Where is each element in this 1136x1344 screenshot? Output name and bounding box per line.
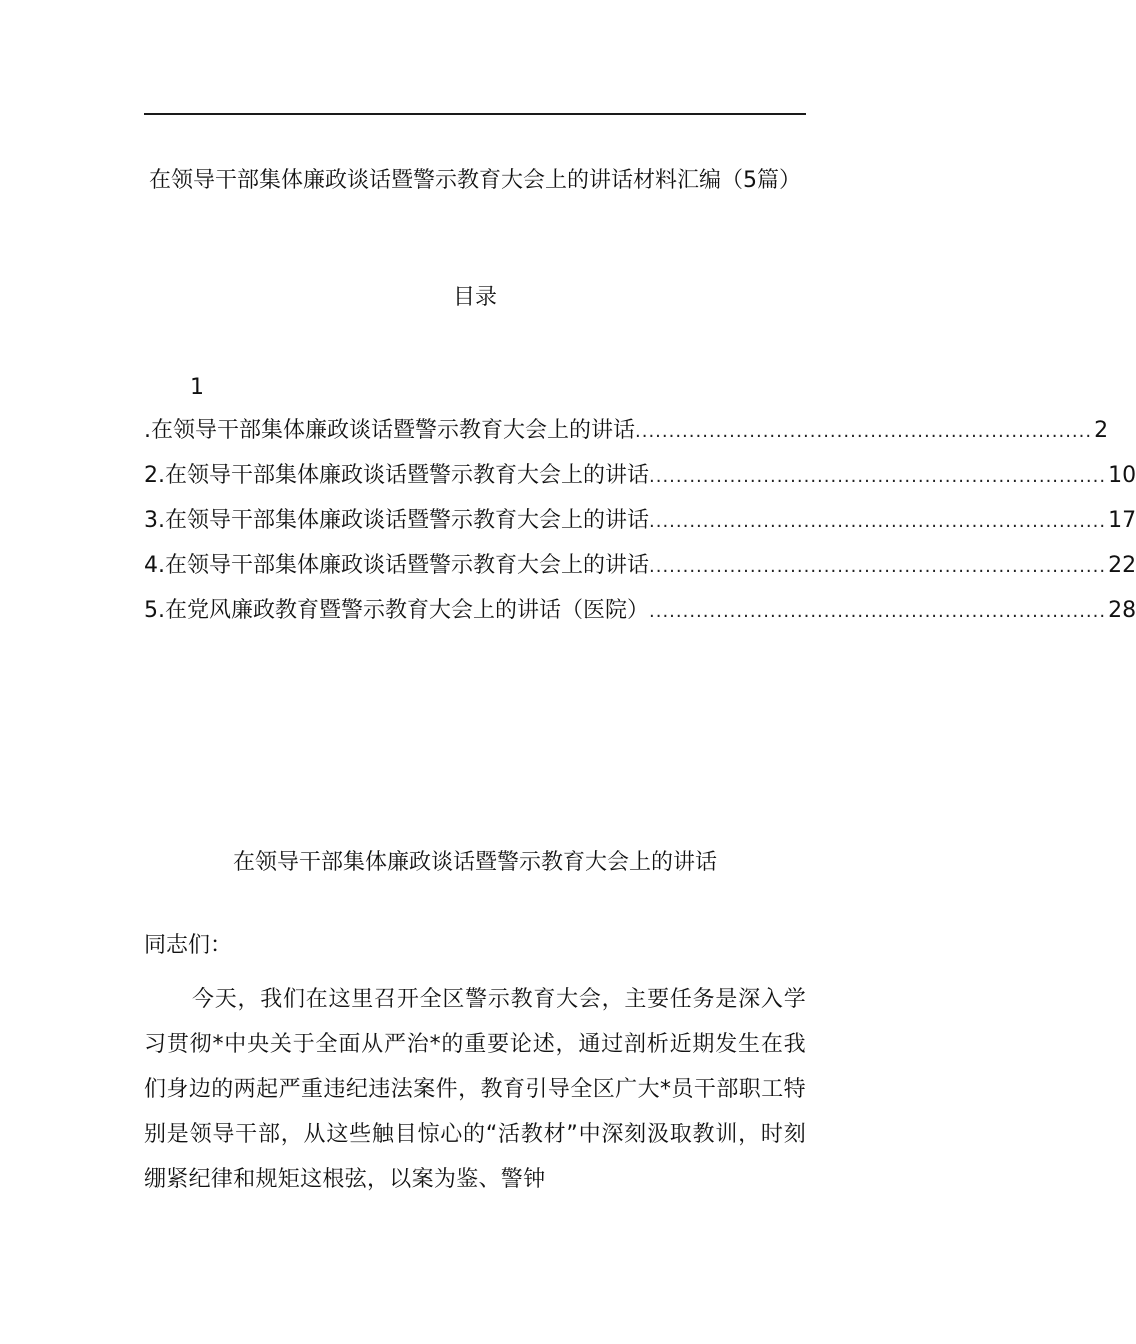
toc-entry-5[interactable]	[144, 596, 1136, 641]
toc-entry-page: 28	[1108, 598, 1136, 623]
toc-entry-page: 2	[1094, 418, 1109, 443]
toc-first-number: 1	[190, 375, 204, 400]
toc-leader-dots: ....................................................................	[649, 511, 1107, 532]
toc-entry-page: 22	[1108, 553, 1136, 578]
toc-entry-text: 4.在领导干部集体廉政谈话暨警示教育大会上的讲话	[144, 553, 649, 578]
toc-entry-1[interactable]	[144, 416, 1109, 461]
header-rule	[144, 113, 806, 115]
toc-leader-dots: ....................................................................	[649, 601, 1107, 622]
document-title: 在领导干部集体廉政谈话暨警示教育大会上的讲话材料汇编（5篇）	[149, 168, 801, 193]
toc-leader-dots: ....................................................................	[635, 421, 1093, 442]
toc-entry-text: 5.在党风廉政教育暨警示教育大会上的讲话（医院）	[144, 598, 649, 623]
salutation: 同志们：	[144, 933, 233, 958]
table-of-contents	[144, 416, 1136, 641]
toc-entry-4[interactable]	[144, 551, 1136, 596]
toc-entry-page: 10	[1108, 463, 1136, 488]
body-paragraph: 今天，我们在这里召开全区警示教育大会，主要任务是深入学习贯彻*中央关于全面从严治*的重要论述，通过剖析近期发生在我们身边的两起严重违纪违法案件，教育引导全区广大*员干部职工特别是领导干部，从这些触目惊心的“活教材”中深刻汲取教训，时刻绷紧纪律和规矩这根弦，以案为鉴、警钟	[144, 987, 806, 1192]
toc-entry-text: .在领导干部集体廉政谈话暨警示教育大会上的讲话	[144, 418, 635, 443]
toc-entry-text: 3.在领导干部集体廉政谈话暨警示教育大会上的讲话	[144, 508, 649, 533]
toc-entry-page: 17	[1108, 508, 1136, 533]
toc-heading: 目录	[452, 285, 497, 310]
toc-leader-dots: ....................................................................	[649, 556, 1107, 577]
toc-entry-text: 2.在领导干部集体廉政谈话暨警示教育大会上的讲话	[144, 463, 649, 488]
section-title: 在领导干部集体廉政谈话暨警示教育大会上的讲话	[232, 850, 717, 875]
toc-leader-dots: ....................................................................	[649, 466, 1107, 487]
toc-entry-2[interactable]	[144, 461, 1136, 506]
toc-entry-3[interactable]	[144, 506, 1136, 551]
